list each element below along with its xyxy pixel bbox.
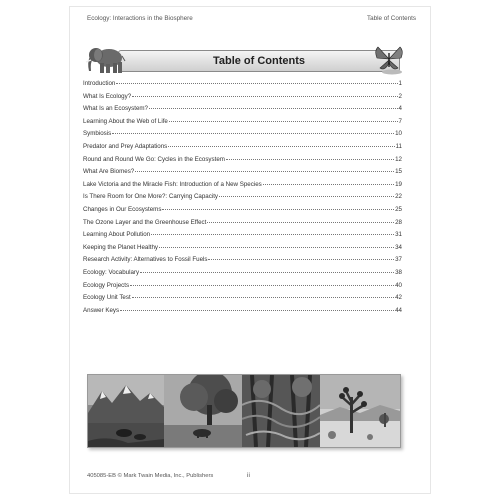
document-page: [70, 7, 430, 493]
toc-entry-title: Round and Round We Go: Cycles in the Ecosystem: [83, 155, 225, 163]
toc-entry: [83, 181, 402, 194]
toc-entry-title: The Ozone Layer and the Greenhouse Effect: [83, 218, 207, 226]
toc-entry: [83, 105, 402, 118]
toc-leader-dots: [116, 83, 397, 84]
toc-entry-title: Learning About the Web of Life: [83, 117, 168, 125]
footer-page-number: ii: [247, 472, 250, 479]
footer-publisher: 405085-EB © Mark Twain Media, Inc., Publishers: [87, 473, 214, 479]
toc-entry: [83, 231, 402, 244]
toc-entry-page: 4: [398, 105, 402, 113]
toc-entry-title: What Is an Ecosystem?: [83, 105, 148, 113]
toc-entry-page: 37: [395, 256, 402, 264]
toc-entry: [83, 307, 402, 320]
toc-entry-page: 25: [395, 205, 402, 213]
toc-entry: [83, 206, 402, 219]
toc-leader-dots: [135, 171, 394, 172]
toc-leader-dots: [208, 259, 394, 260]
toc-entry-page: 44: [395, 306, 402, 314]
toc-leader-dots: [263, 184, 394, 185]
toc-entry-title: Ecology: Vocabulary: [83, 268, 140, 276]
toc-entry-title: Lake Victoria and the Miracle Fish: Introduction of a New Species: [83, 180, 262, 188]
toc-entry-title: Answer Keys: [83, 306, 120, 314]
toc-entry-page: 15: [395, 168, 402, 176]
toc-entry: [83, 282, 402, 295]
table-of-contents: [83, 80, 402, 319]
toc-leader-dots: [149, 108, 398, 109]
toc-entry-title: Keeping the Planet Healthy: [83, 243, 158, 251]
toc-entry-title: What Is Ecology?: [83, 92, 132, 100]
toc-leader-dots: [207, 222, 394, 223]
toc-entry-page: 2: [398, 92, 402, 100]
toc-entry: [83, 118, 402, 131]
toc-entry-title: Changes in Our Ecosystems: [83, 205, 162, 213]
toc-entry: [83, 130, 402, 143]
title-banner: [84, 43, 414, 73]
toc-entry: [83, 143, 402, 156]
toc-entry-title: Learning About Pollution: [83, 231, 151, 239]
toc-entry-page: 1: [398, 80, 402, 87]
toc-entry-page: 28: [395, 218, 402, 226]
photo-desert-joshua-tree: [320, 375, 400, 447]
toc-entry-page: 11: [395, 142, 402, 150]
page-title: Table of Contents: [212, 55, 306, 67]
toc-entry-page: 12: [395, 155, 402, 163]
toc-leader-dots: [120, 310, 394, 311]
header-right: Table of Contents: [366, 15, 416, 22]
toc-entry: [83, 156, 402, 169]
butterfly-icon: [372, 43, 406, 75]
toc-entry: [83, 93, 402, 106]
toc-entry-page: 34: [395, 243, 402, 251]
toc-leader-dots: [151, 234, 394, 235]
toc-entry-title: Predator and Prey Adaptations: [83, 142, 168, 150]
toc-entry-page: 7: [398, 117, 402, 125]
toc-entry-page: 31: [395, 231, 402, 239]
toc-leader-dots: [112, 133, 394, 134]
photo-forest-ferns: [242, 375, 320, 447]
toc-leader-dots: [132, 297, 394, 298]
photo-strip: [87, 374, 401, 448]
toc-entry-page: 40: [395, 281, 402, 289]
toc-entry-page: 10: [395, 130, 402, 138]
toc-entry-page: 19: [395, 180, 402, 188]
toc-leader-dots: [226, 159, 394, 160]
toc-entry: [83, 256, 402, 269]
toc-leader-dots: [169, 121, 398, 122]
photo-savanna-tree: [164, 375, 242, 447]
toc-entry-title: Symbiosis: [83, 130, 112, 138]
toc-entry-title: Ecology Unit Test: [83, 294, 131, 302]
toc-leader-dots: [219, 196, 394, 197]
toc-leader-dots: [168, 146, 394, 147]
toc-leader-dots: [162, 209, 394, 210]
toc-entry-page: 42: [395, 294, 402, 302]
photo-mountain-meadow: [88, 375, 164, 447]
toc-leader-dots: [140, 272, 394, 273]
toc-entry-page: 22: [395, 193, 402, 201]
toc-entry-page: 38: [395, 268, 402, 276]
elephant-icon: [84, 43, 134, 75]
toc-entry: [83, 80, 402, 93]
header-left: Ecology: Interactions in the Biosphere: [87, 15, 193, 22]
toc-leader-dots: [159, 247, 394, 248]
toc-entry: [83, 244, 402, 257]
toc-entry-title: Is There Room for One More?: Carrying Capacity: [83, 193, 219, 201]
toc-leader-dots: [130, 285, 394, 286]
toc-entry: [83, 294, 402, 307]
toc-entry-title: Ecology Projects: [83, 281, 130, 289]
toc-entry-title: What Are Biomes?: [83, 168, 135, 176]
toc-leader-dots: [132, 96, 397, 97]
toc-entry-title: Research Activity: Alternatives to Fossil Fuels: [83, 256, 208, 264]
toc-entry: [83, 219, 402, 232]
toc-entry: [83, 269, 402, 282]
toc-entry: [83, 193, 402, 206]
toc-entry: [83, 168, 402, 181]
toc-entry-title: Introduction: [83, 80, 116, 87]
